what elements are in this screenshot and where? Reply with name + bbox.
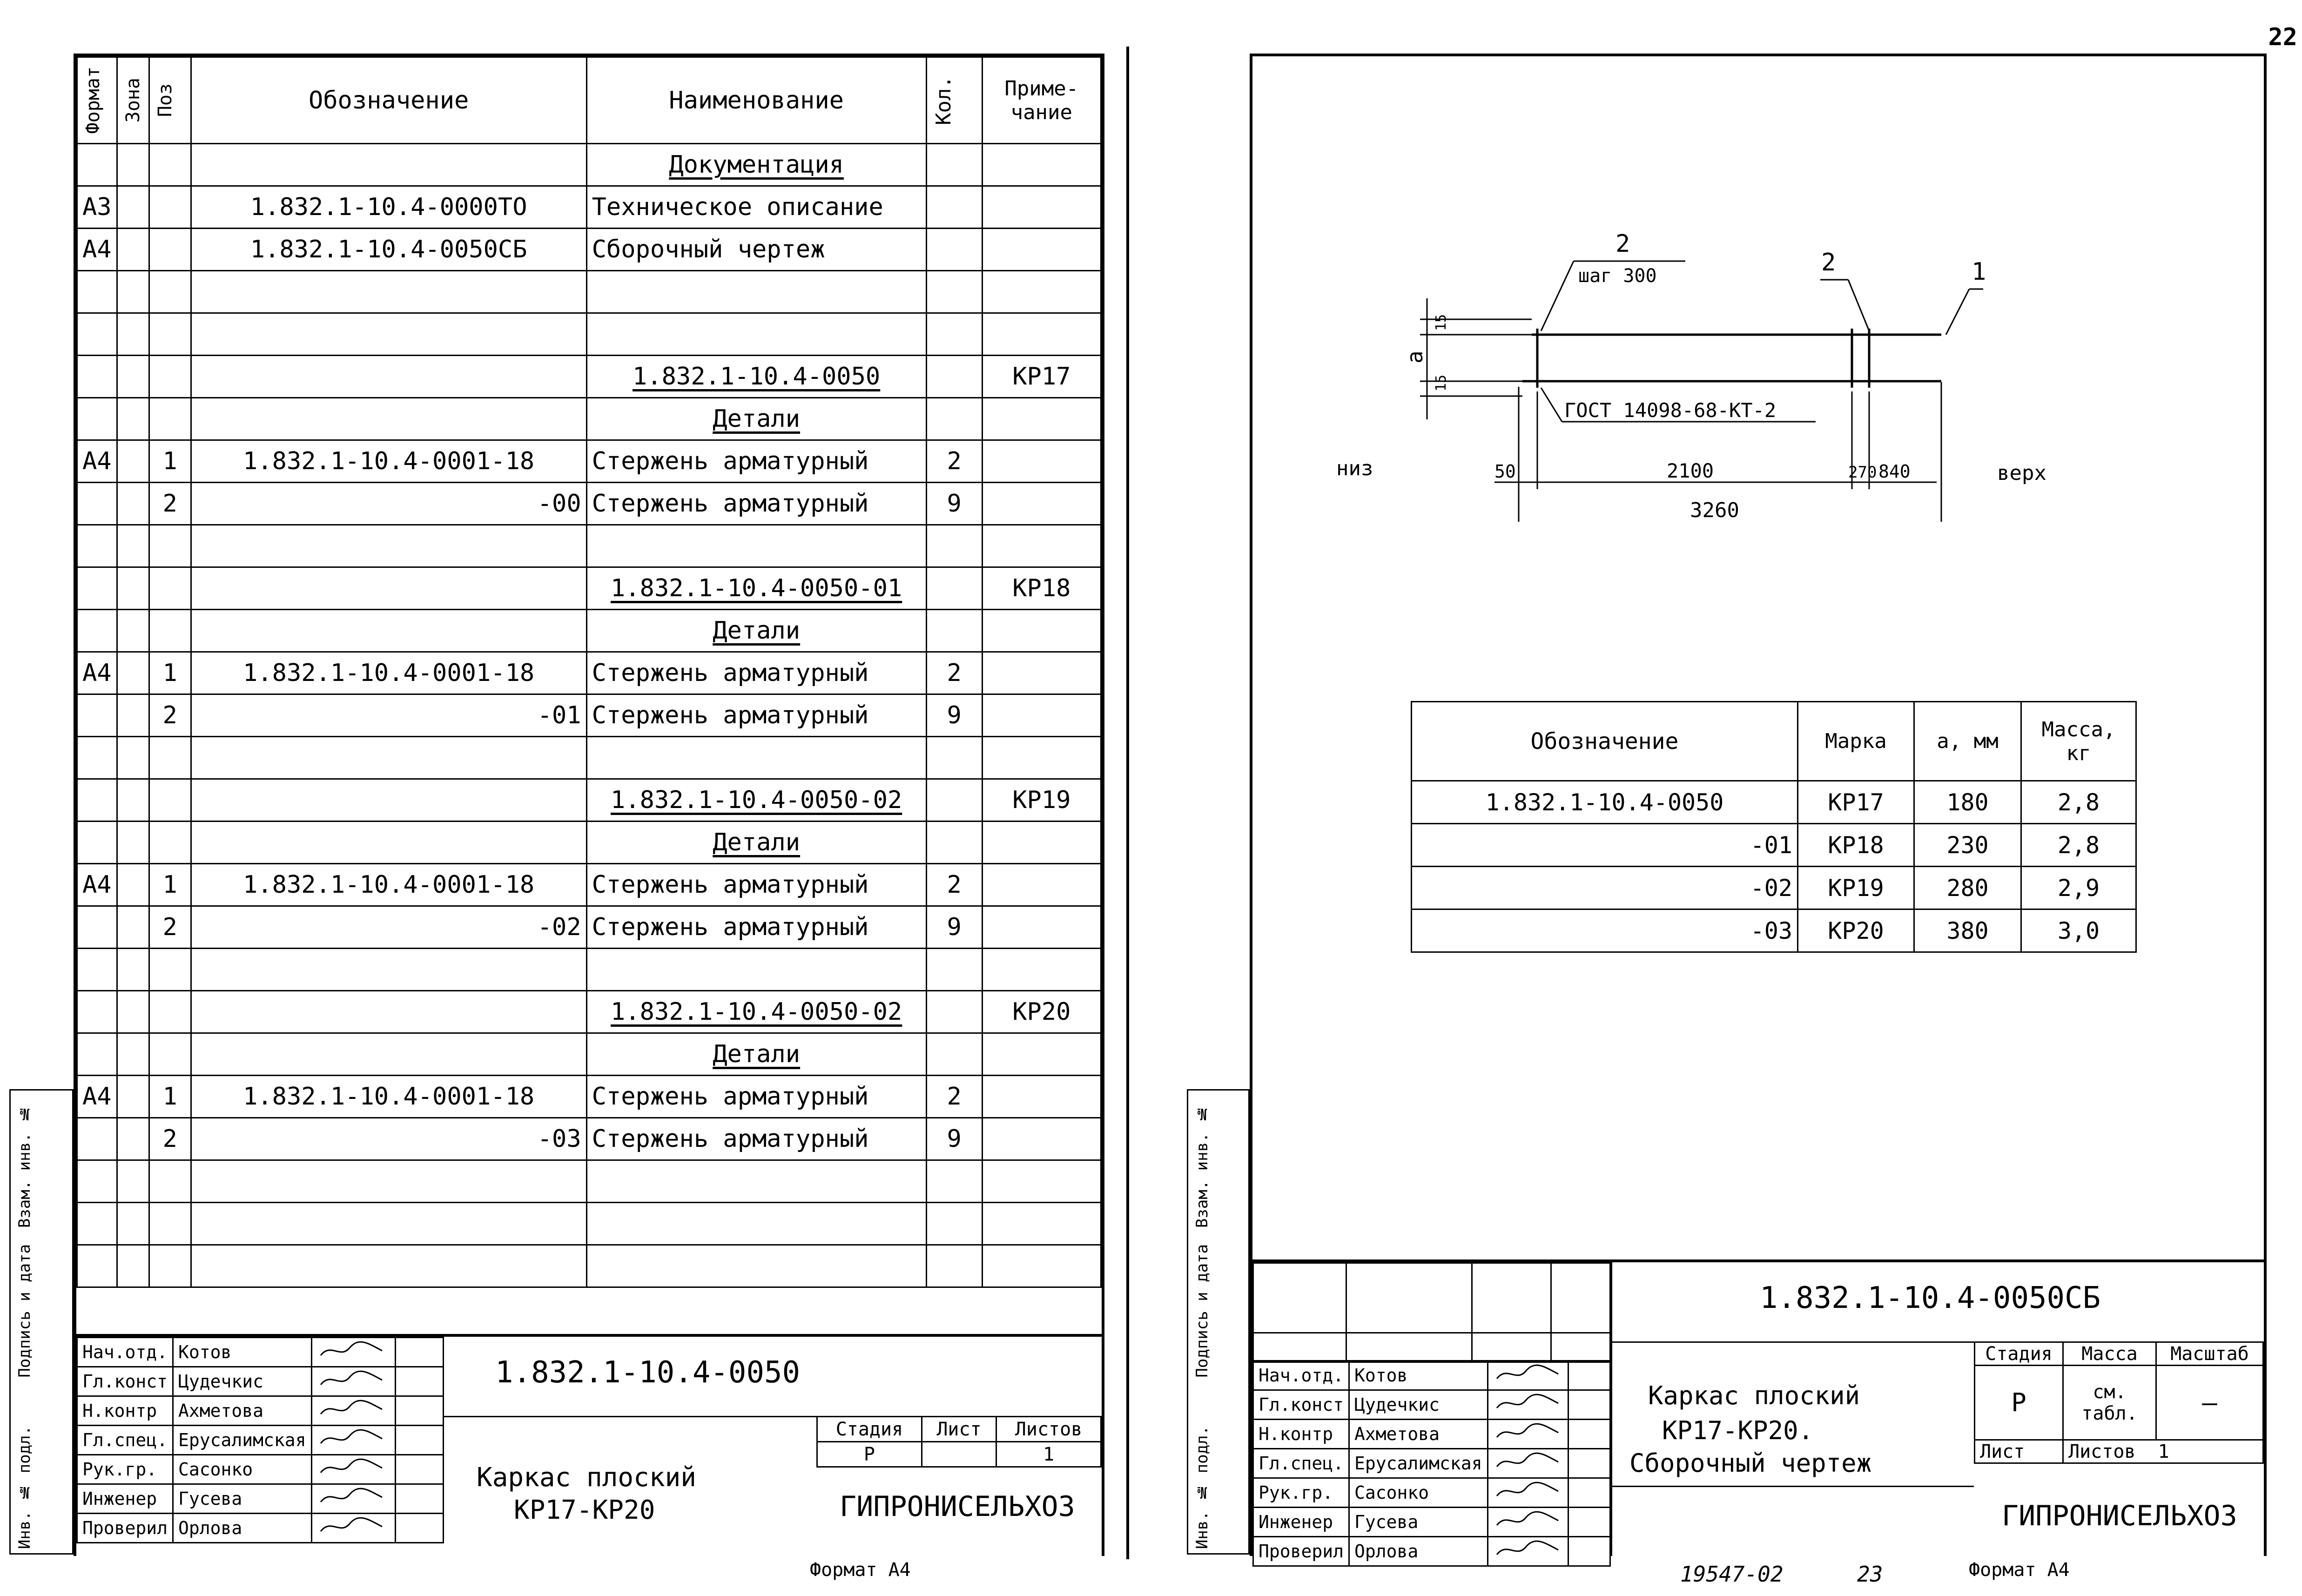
left-sheet	[74, 54, 1104, 1556]
signature-row: Гл.конст Цудечкис	[1253, 1390, 1610, 1420]
right-doc-code: 1.832.1-10.4-0050СБ	[1760, 1281, 2101, 1315]
spec-row: А4 1 1.832.1-10.4-0001-18 Стержень арматурный 2	[77, 1076, 1101, 1118]
signature-row: Н.контр Ахметова	[77, 1396, 444, 1426]
marks-row: -02 КР19 280 2,9	[1412, 867, 2136, 909]
svg-text:2100: 2100	[1667, 459, 1714, 482]
left-stage-table: Стадия Лист Листов Р 1	[816, 1416, 1102, 1468]
signature-scribble	[1488, 1390, 1568, 1420]
left-signature-table	[76, 1337, 444, 1543]
signature-scribble	[311, 1338, 395, 1367]
footer-number-a: 19547-02	[1680, 1562, 1784, 1587]
right-title-3: Сборочный чертеж	[1629, 1448, 1872, 1478]
spec-row	[77, 1245, 1101, 1287]
spec-row	[77, 737, 1101, 779]
spec-row: Детали	[77, 398, 1101, 440]
col-note: Приме-чание	[982, 57, 1101, 144]
right-title-1: Каркас плоский	[1648, 1381, 1860, 1410]
signature-row: Рук.гр. Сасонко	[1253, 1478, 1610, 1508]
signature-scribble	[311, 1396, 395, 1426]
left-title-1: Каркас плоский	[477, 1462, 697, 1493]
spec-row	[77, 525, 1101, 567]
col-zone: Зона	[117, 57, 149, 144]
spec-row: А4 1 1.832.1-10.4-0001-18 Стержень арматурный 2	[77, 864, 1101, 906]
leader-label-2a: 2	[1615, 230, 1630, 258]
signature-row: Н.контр Ахметова	[1253, 1420, 1610, 1449]
left-side-strip: Взам. инв. № Подпись и дата Инв. № подл.	[9, 1089, 74, 1555]
spec-row: А3 1.832.1-10.4-0000ТО Техническое описание	[77, 186, 1101, 229]
leader-label-1: 1	[1972, 258, 1986, 286]
col-name: Наименование	[586, 57, 926, 144]
marks-row: -03 КР20 380 3,0	[1412, 909, 2136, 952]
signature-row: Нач.отд. Котов	[1253, 1361, 1610, 1390]
right-sheet	[1250, 54, 2267, 1562]
top-label: верх	[1997, 461, 2046, 485]
svg-text:3260: 3260	[1690, 498, 1739, 522]
left-format-label: Формат А4	[810, 1559, 911, 1581]
signature-scribble	[1488, 1537, 1568, 1566]
signature-row: Гл.спец. Ерусалимская	[1253, 1449, 1610, 1478]
step-label: шаг 300	[1578, 265, 1657, 287]
spec-row: 2 -00 Стержень арматурный 9	[77, 483, 1101, 525]
spec-row	[77, 271, 1101, 313]
marks-table: Обозначение Марка а, мм Масса, кг 1.832.1-10.4-0050 КР17 180 2,8 -01 КР18 230 2,8 -02 КР19 280 2,9 -03 КР20 380 3,0	[1411, 701, 2137, 953]
left-title-2: КР17-КР20	[514, 1495, 655, 1525]
spec-row	[77, 949, 1101, 991]
spec-row: Документация	[77, 144, 1101, 186]
signature-scribble	[1488, 1420, 1568, 1449]
signature-scribble	[1488, 1449, 1568, 1478]
signature-scribble	[1488, 1361, 1568, 1390]
spec-table	[76, 56, 1102, 1288]
signature-row: Рук.гр. Сасонко	[77, 1455, 444, 1484]
right-side-strip: Взам. инв. № Подпись и дата Инв. № подл.	[1187, 1089, 1250, 1555]
spec-row	[77, 1203, 1101, 1245]
spec-row: 1.832.1-10.4-0050 КР17	[77, 356, 1101, 398]
signature-row: Инженер Гусева	[1253, 1508, 1610, 1537]
right-format-label: Формат А4	[1969, 1559, 2070, 1581]
spec-row: А4 1.832.1-10.4-0050СБ Сборочный чертеж	[77, 229, 1101, 271]
signature-row: Гл.спец. Ерусалимская	[77, 1426, 444, 1455]
signature-row: Инженер Гусева	[77, 1484, 444, 1514]
sheet-divider	[1126, 47, 1129, 1559]
spec-row: 2 -03 Стержень арматурный 9	[77, 1118, 1101, 1160]
signature-scribble	[311, 1514, 395, 1543]
right-title-2: КР17-КР20.	[1662, 1416, 1814, 1445]
right-org-name: ГИПРОНИСЕЛЬХОЗ	[2002, 1500, 2237, 1532]
spec-row: Детали	[77, 1033, 1101, 1076]
gost-label: ГОСТ 14098-68-КТ-2	[1564, 399, 1777, 422]
leader-label-2b: 2	[1821, 249, 1836, 276]
svg-text:50: 50	[1494, 461, 1516, 482]
signature-scribble	[1488, 1478, 1568, 1508]
left-org-name: ГИПРОНИСЕЛЬХОЗ	[840, 1490, 1075, 1523]
spec-row	[77, 1160, 1101, 1203]
signature-row: Проверил Орлова	[77, 1514, 444, 1543]
bottom-label: низ	[1336, 457, 1373, 480]
right-stage-table: Стадия Масса Масштаб Р см. табл. — Лист Листов 1	[1974, 1341, 2264, 1464]
marks-row: -01 КР18 230 2,8	[1412, 824, 2136, 867]
col-pos: Поз	[149, 57, 191, 144]
spec-row: 1.832.1-10.4-0050-02 КР19	[77, 779, 1101, 822]
signature-scribble	[311, 1484, 395, 1514]
signature-row: Нач.отд. Котов	[77, 1338, 444, 1367]
spec-row: А4 1 1.832.1-10.4-0001-18 Стержень арматурный 2	[77, 440, 1101, 483]
marks-row: 1.832.1-10.4-0050 КР17 180 2,8	[1412, 781, 2136, 824]
spec-row	[77, 313, 1101, 356]
signature-row: Гл.конст Цудечкис	[77, 1367, 444, 1396]
signature-scribble	[1488, 1508, 1568, 1537]
col-designation: Обозначение	[191, 57, 586, 144]
signature-scribble	[311, 1455, 395, 1484]
spec-row: 1.832.1-10.4-0050-02 КР20	[77, 991, 1101, 1033]
signature-scribble	[311, 1426, 395, 1455]
svg-text:270: 270	[1848, 463, 1877, 482]
page-number: 22	[2268, 23, 2297, 51]
svg-text:а: а	[1402, 350, 1427, 364]
frame-drawing	[1252, 56, 2269, 522]
spec-row: 2 -02 Стержень арматурный 9	[77, 906, 1101, 949]
right-signature-rows-empty	[1252, 1262, 1611, 1363]
spec-row: А4 1 1.832.1-10.4-0001-18 Стержень арматурный 2	[77, 652, 1101, 694]
right-signature-table	[1252, 1360, 1611, 1567]
left-doc-code: 1.832.1-10.4-0050	[495, 1355, 801, 1390]
spec-row: Детали	[77, 610, 1101, 652]
spec-row: 1.832.1-10.4-0050-01 КР18	[77, 567, 1101, 610]
col-format: Формат	[77, 57, 117, 144]
svg-text:15: 15	[1433, 374, 1449, 391]
svg-text:15: 15	[1433, 314, 1449, 331]
right-title-block	[1252, 1259, 2264, 1562]
signature-scribble	[311, 1367, 395, 1396]
footer-number-b: 23	[1857, 1562, 1883, 1587]
col-qty: Кол.	[926, 57, 982, 144]
svg-text:840: 840	[1878, 461, 1911, 482]
left-title-block	[76, 1334, 1102, 1556]
spec-row: 2 -01 Стержень арматурный 9	[77, 694, 1101, 737]
signature-row: Проверил Орлова	[1253, 1537, 1610, 1566]
spec-row: Детали	[77, 822, 1101, 864]
